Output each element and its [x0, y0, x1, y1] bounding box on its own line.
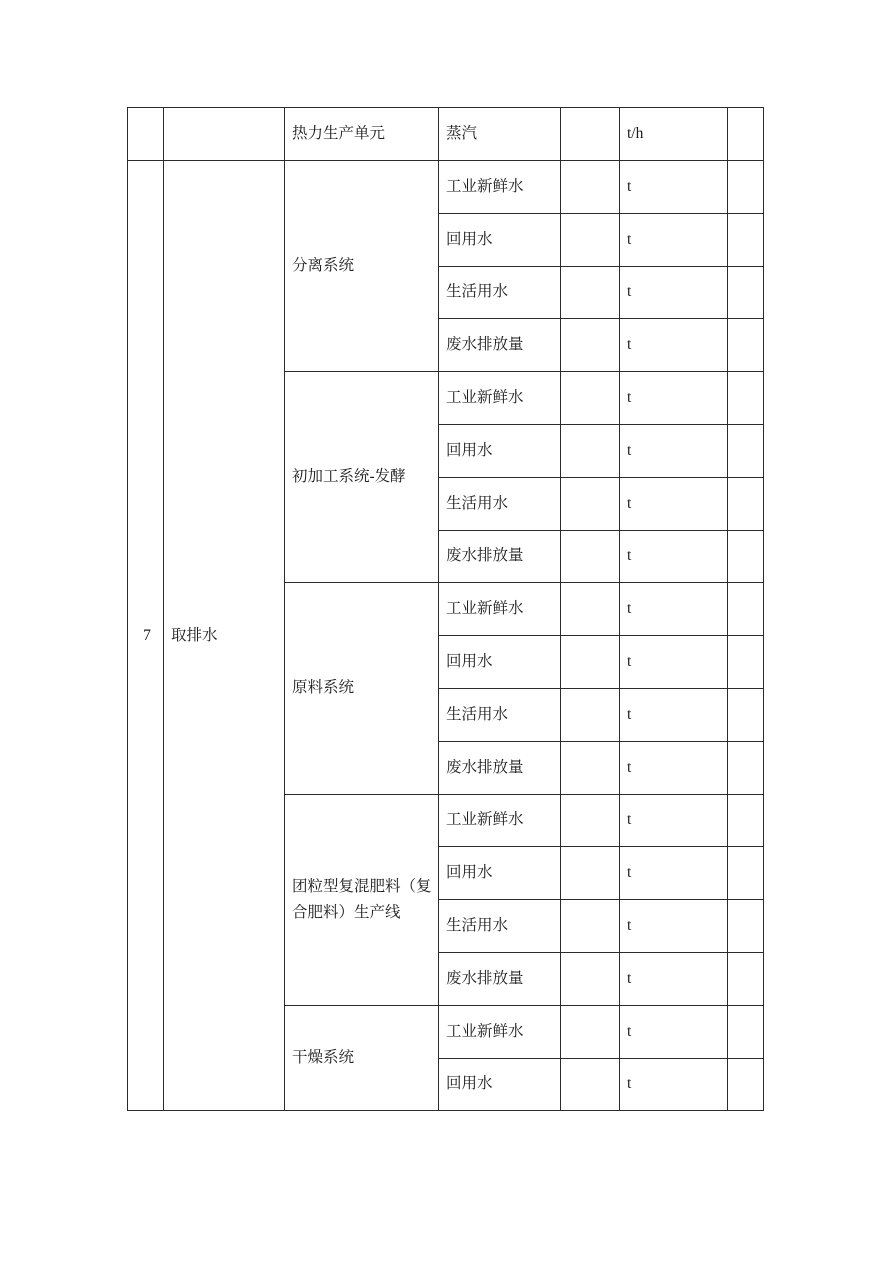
unit-cell: t: [620, 424, 728, 477]
value-cell: [561, 900, 620, 953]
unit-cell: t: [620, 1058, 728, 1111]
system-cell-thermal-unit: 热力生产单元: [285, 108, 439, 161]
table-row: [128, 108, 764, 161]
value-cell: [561, 583, 620, 636]
remark-cell: [728, 636, 764, 689]
unit-cell: t: [620, 900, 728, 953]
remark-cell: [728, 847, 764, 900]
value-cell: [561, 794, 620, 847]
remark-cell: [728, 900, 764, 953]
item-cell: 回用水: [439, 636, 561, 689]
unit-cell: t: [620, 688, 728, 741]
item-cell: 回用水: [439, 213, 561, 266]
value-cell: [561, 1005, 620, 1058]
group-cell-granular-compound-fertilizer-line: 团粒型复混肥料（复合肥料）生产线: [285, 794, 439, 1005]
remark-cell: [728, 161, 764, 214]
item-cell: 生活用水: [439, 900, 561, 953]
item-cell: 废水排放量: [439, 530, 561, 583]
item-cell: 废水排放量: [439, 741, 561, 794]
group-cell-separation-system: 分离系统: [285, 161, 439, 372]
value-cell: [561, 266, 620, 319]
unit-cell: t: [620, 161, 728, 214]
unit-cell: t: [620, 794, 728, 847]
item-cell: 回用水: [439, 847, 561, 900]
unit-cell: t: [620, 319, 728, 372]
group-cell-drying-system: 干燥系统: [285, 1005, 439, 1111]
item-cell: 工业新鲜水: [439, 583, 561, 636]
remark-cell: [728, 477, 764, 530]
value-cell: [561, 952, 620, 1005]
unit-cell: t: [620, 583, 728, 636]
remark-cell: [728, 688, 764, 741]
blank-category-cell: [164, 108, 285, 161]
value-cell: [561, 741, 620, 794]
table-row: [128, 161, 764, 214]
item-cell: 生活用水: [439, 688, 561, 741]
remark-cell: [728, 424, 764, 477]
remark-cell: [728, 794, 764, 847]
item-cell: 工业新鲜水: [439, 372, 561, 425]
remark-cell: [728, 952, 764, 1005]
unit-cell: t: [620, 477, 728, 530]
value-cell: [561, 688, 620, 741]
remark-cell: [728, 1058, 764, 1111]
item-cell-steam: 蒸汽: [439, 108, 561, 161]
unit-cell: t: [620, 847, 728, 900]
item-cell: 工业新鲜水: [439, 1005, 561, 1058]
section-index-cell: 7: [128, 161, 164, 1111]
item-cell: 回用水: [439, 1058, 561, 1111]
section-category-cell: 取排水: [164, 161, 285, 1111]
value-cell: [561, 319, 620, 372]
value-cell: [561, 161, 620, 214]
item-cell: 废水排放量: [439, 952, 561, 1005]
unit-cell: t: [620, 636, 728, 689]
unit-cell: t: [620, 1005, 728, 1058]
value-cell: [561, 372, 620, 425]
water-intake-discharge-table: [127, 107, 764, 1111]
value-cell: [561, 108, 620, 161]
remark-cell: [728, 213, 764, 266]
item-cell: 生活用水: [439, 266, 561, 319]
value-cell: [561, 1058, 620, 1111]
item-cell: 工业新鲜水: [439, 794, 561, 847]
item-cell: 工业新鲜水: [439, 161, 561, 214]
value-cell: [561, 636, 620, 689]
remark-cell: [728, 1005, 764, 1058]
remark-cell: [728, 530, 764, 583]
value-cell: [561, 424, 620, 477]
value-cell: [561, 847, 620, 900]
remark-cell: [728, 372, 764, 425]
remark-cell: [728, 319, 764, 372]
item-cell: 废水排放量: [439, 319, 561, 372]
value-cell: [561, 477, 620, 530]
group-cell-raw-material-system: 原料系统: [285, 583, 439, 794]
item-cell: 回用水: [439, 424, 561, 477]
blank-index-cell: [128, 108, 164, 161]
unit-cell: t: [620, 530, 728, 583]
group-cell-primary-processing-fermentation: 初加工系统-发酵: [285, 372, 439, 583]
unit-cell: t: [620, 266, 728, 319]
unit-cell: t: [620, 213, 728, 266]
remark-cell: [728, 108, 764, 161]
value-cell: [561, 530, 620, 583]
unit-cell: t/h: [620, 108, 728, 161]
unit-cell: t: [620, 741, 728, 794]
unit-cell: t: [620, 952, 728, 1005]
remark-cell: [728, 741, 764, 794]
item-cell: 生活用水: [439, 477, 561, 530]
value-cell: [561, 213, 620, 266]
remark-cell: [728, 583, 764, 636]
remark-cell: [728, 266, 764, 319]
unit-cell: t: [620, 372, 728, 425]
